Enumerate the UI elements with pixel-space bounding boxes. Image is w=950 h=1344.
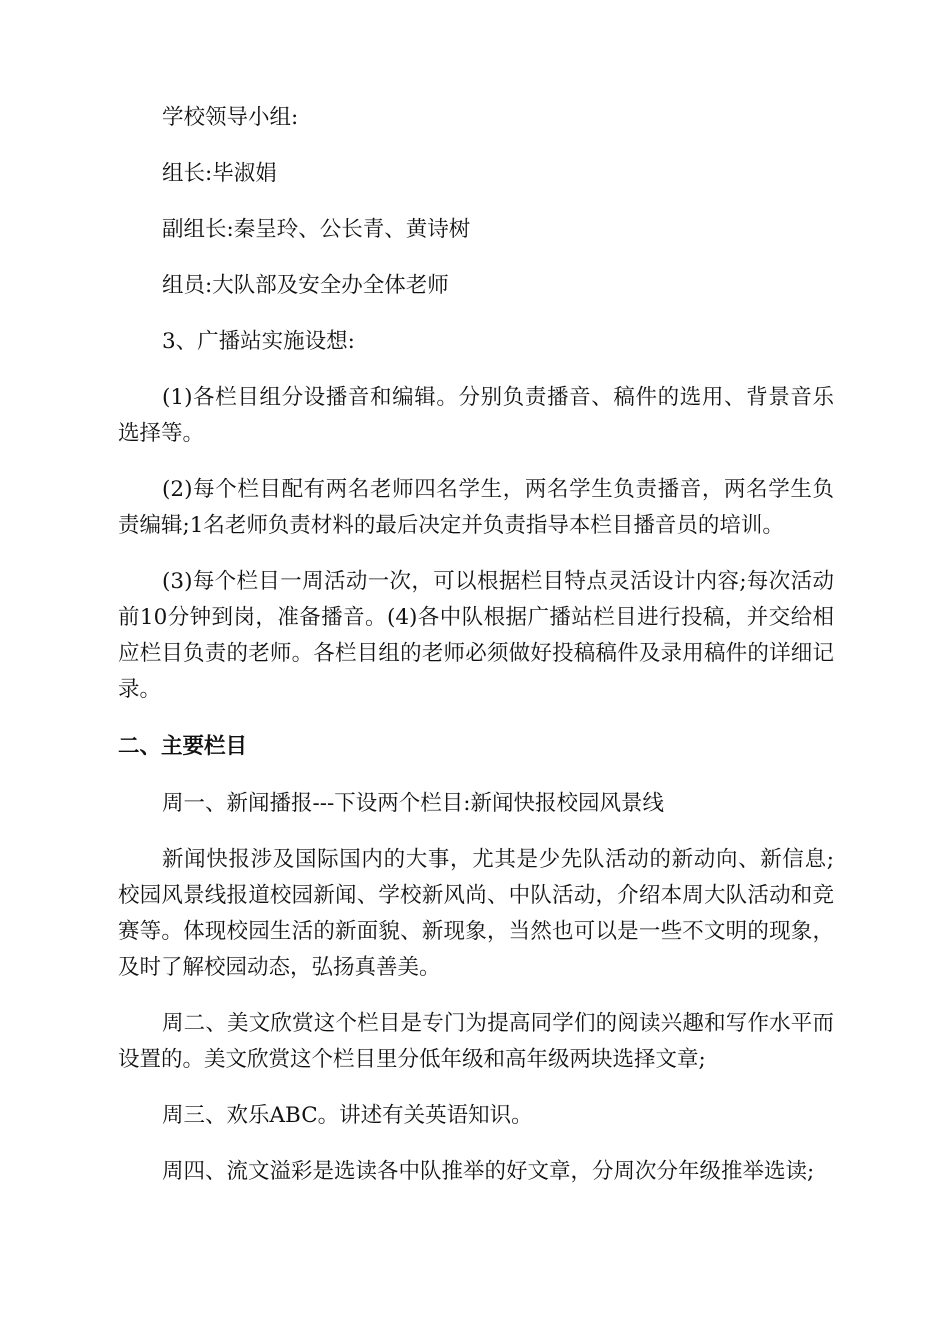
paragraph-item-2: (2)每个栏目配有两名老师四名学生，两名学生负责播音，两名学生负责编辑;1名老师负责材料的最后决定并负责指导本栏目播音员的培训。 (118, 477, 834, 538)
paragraph-group-members: 组员:大队部及安全办全体老师 (162, 273, 449, 298)
paragraph-implementation-title: 3、广播站实施设想: (162, 329, 355, 354)
paragraph-deputy-leaders: 副组长:秦呈玲、公长青、黄诗树 (162, 217, 471, 242)
paragraph-item-3-4: (3)每个栏目一周活动一次，可以根据栏目特点灵活设计内容;每次活动前10分钟到岗，准备播音。(4)各中队根据广播站栏目进行投稿，并交给相应栏目负责的老师。各栏目组的老师必须做好投稿稿件及录用稿件的详细记录。 (118, 569, 834, 702)
document-page (118, 100, 834, 1190)
paragraph-item-1: (1)各栏目组分设播音和编辑。分别负责播音、稿件的选用、背景音乐选择等。 (118, 385, 834, 446)
section-heading: 二、主要栏目 (118, 734, 248, 759)
paragraph-tuesday: 周二、美文欣赏这个栏目是专门为提高同学们的阅读兴趣和写作水平而设置的。美文欣赏这个栏目里分低年级和高年级两块选择文章; (118, 1011, 834, 1072)
paragraph-wednesday: 周三、欢乐ABC。讲述有关英语知识。 (162, 1103, 533, 1128)
paragraph-news-description: 新闻快报涉及国际国内的大事，尤其是少先队活动的新动向、新信息;校园风景线报道校园新闻、学校新风尚、中队活动，介绍本周大队活动和竞赛等。体现校园生活的新面貌、新现象，当然也可以是一些不文明的现象，及时了解校园动态，弘扬真善美。 (118, 847, 834, 980)
paragraph-group-leader: 组长:毕淑娟 (162, 161, 277, 186)
paragraph-leadership-group: 学校领导小组: (162, 105, 299, 130)
paragraph-monday: 周一、新闻播报---下设两个栏目:新闻快报校园风景线 (162, 791, 665, 816)
paragraph-thursday: 周四、流文溢彩是选读各中队推举的好文章，分周次分年级推举选读; (162, 1159, 815, 1184)
